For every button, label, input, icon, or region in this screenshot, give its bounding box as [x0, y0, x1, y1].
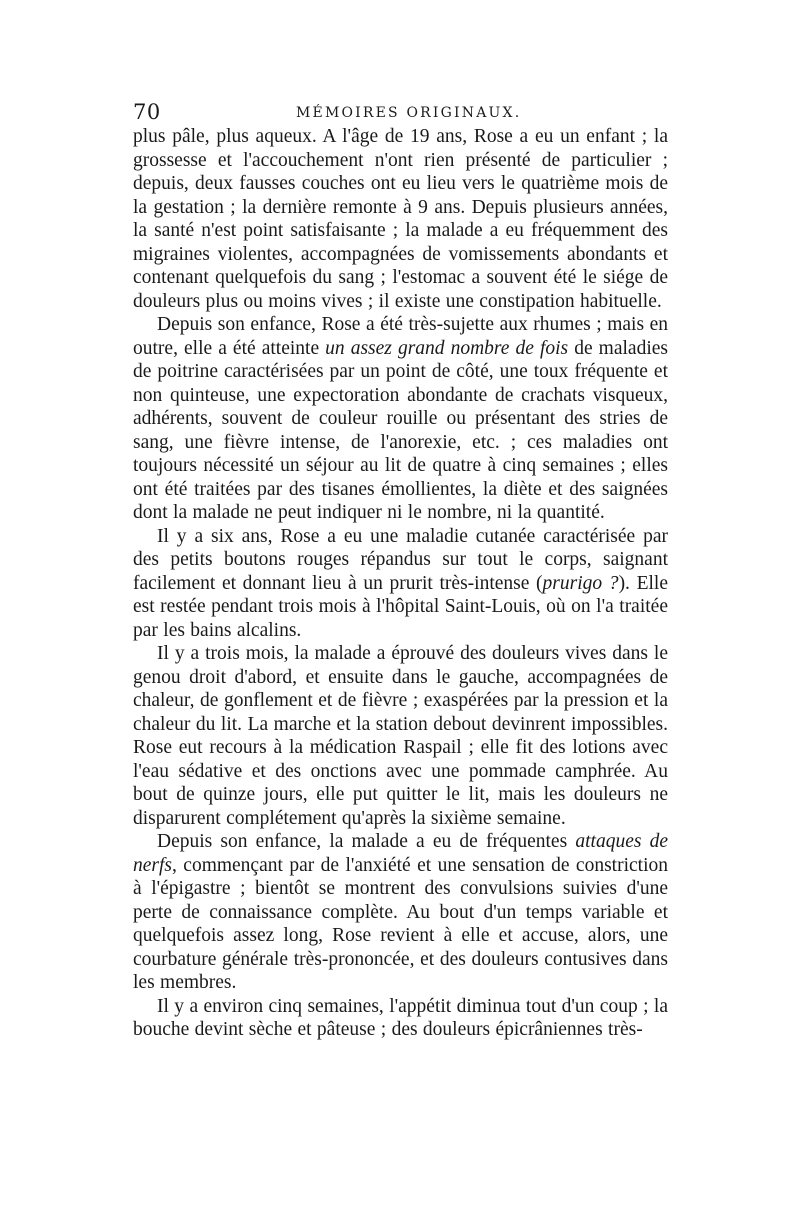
paragraph-4: Il y a trois mois, la malade a éprouvé des douleurs vives dans le genou droit d'abord, et ensuite dans le gauche, accompagnées de chaleur, de gonflement et de fièvre ; exaspérées par la pression et la chaleur du lit. La marche et la station debout devinrent impossibles. Rose eut recours à la médication Raspail ; elle fit des lotions avec l'eau sédative et des onctions avec une pommade camphrée. Au bout de quinze jours, elle put quitter le lit, mais les douleurs ne disparurent complétement qu'après la sixième semaine. — [133, 643, 668, 829]
paragraph-5-text-end: , commençant par de l'anxiété et une sensation de constriction à l'épigastre ; bientôt se montrent des convulsions suivies d'une perte de connaissance complète. Au bout d'un temps variable et quelquefois assez long, Rose revient à elle et accuse, alors, une courbature générale très-prononcée, et des douleurs contusives dans les membres. — [133, 854, 668, 993]
running-head: MÉMOIRES ORIGINAUX. — [296, 105, 522, 121]
paragraph-1: plus pâle, plus aqueux. A l'âge de 19 ans, Rose a eu un enfant ; la grossesse et l'accouchement n'ont rien présenté de particulier ; depuis, deux fausses couches ont eu lieu vers le quatrième mois de la gestation ; la dernière remonte à 9 ans. Depuis plusieurs années, la santé n'est point satisfaisante ; la malade a eu fréquemment des migraines violentes, accompagnées de vomissements abondants et contenant quelquefois du sang ; l'estomac a souvent été le siége de douleurs plus ou moins vives ; il existe une constipation habituelle. — [133, 126, 668, 312]
paragraph-6: Il y a environ cinq semaines, l'appétit diminua tout d'un coup ; la bouche devint sèche et pâteuse ; des douleurs épicrâniennes très- — [133, 995, 668, 1040]
paragraph-3 — [133, 525, 668, 643]
paragraph-5-emphasis: attaques de nerfs — [133, 831, 669, 876]
paragraph-2-text-start: Depuis son enfance, Rose a été très-sujette aux rhumes ; mais en outre, elle a été atteinte — [133, 314, 668, 359]
page-header — [133, 99, 668, 125]
paragraph-2-emphasis: un assez grand nombre de fois — [325, 337, 569, 359]
paragraph-3-emphasis: prurigo ? — [542, 572, 619, 594]
paragraph-5 — [133, 830, 668, 995]
page-number: 70 — [133, 100, 161, 124]
paragraph-2 — [133, 313, 668, 525]
paragraph-2-text-end: de maladies de poitrine caractérisées par un point de côté, une toux fréquente et non quinteuse, une expectoration abondante de crachats visqueux, adhérents, souvent de couleur rouille ou présentant des stries de sang, une fièvre intense, de l'anorexie, etc. ; ces maladies ont toujours nécessité un séjour au lit de quatre à cinq semaines ; elles ont été traitées par des tisanes émollientes, la diète et des saignées dont la malade ne peut indiquer ni le nombre, ni la quantité. — [133, 337, 668, 523]
body-text — [133, 125, 668, 1042]
paragraph-5-text-start: Depuis son enfance, la malade a eu de fréquentes — [157, 831, 576, 852]
paragraph-3-text-end: ). Elle est restée pendant trois mois à l'hôpital Saint-Louis, où on l'a traitée par les bains alcalins. — [133, 572, 668, 641]
paragraph-3-text-start: Il y a six ans, Rose a eu une maladie cutanée caractérisée par des petits boutons rouges répandus sur tout le corps, saignant facilement et donnant lieu à un prurit très-intense ( — [133, 525, 668, 594]
